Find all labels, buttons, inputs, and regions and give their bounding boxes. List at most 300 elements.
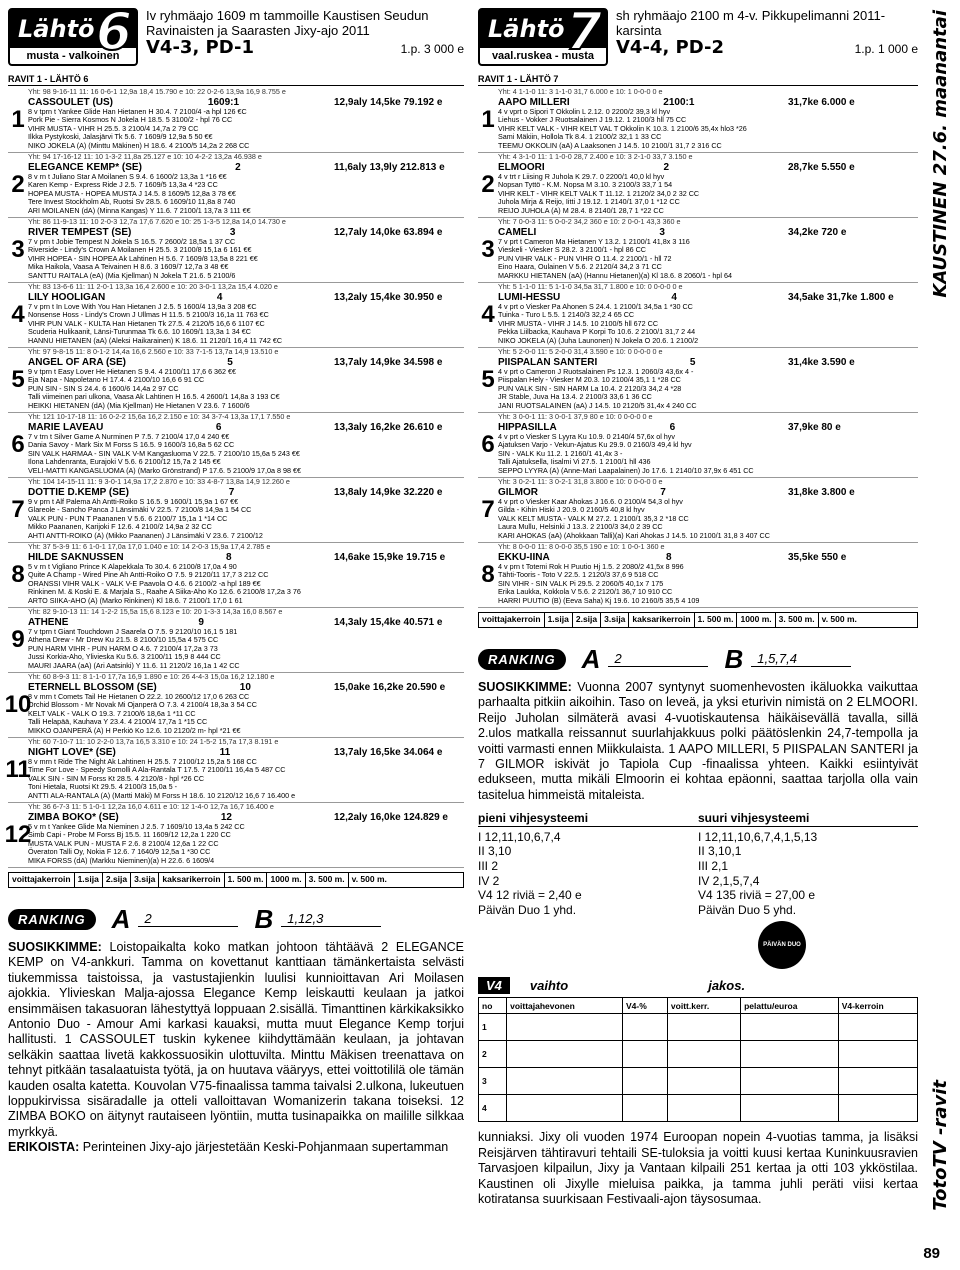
horse-detail-line: Ilkka Pystykoski, Jalasjärvi Tk 5.6. 7 1609/9 12,9a 5 50 €€ <box>28 132 213 142</box>
result-column: voittajakerroin <box>9 873 75 887</box>
horse-detail-line: NIKO JOKELA (A) (Juha Launonen) N Jokela O 20.6. 1 2100/2 <box>498 335 699 345</box>
horse-name: ATHENE <box>28 616 69 628</box>
horse-name: AAPO MILLERI <box>498 96 570 108</box>
result-column: 1000 m. <box>737 613 775 627</box>
system-line: I 12,11,10,6,7,4 <box>478 829 561 844</box>
race-subtitle: RAVIT 1 - LÄHTÖ 6 <box>8 74 464 86</box>
horse-detail-line: VIHR MUSTA - VIHR H 25.5. 3 2100/4 14,7a 2 79 CC <box>28 123 199 133</box>
horse-start-slot: 10 <box>239 681 251 693</box>
v4-column-header: V4-kerroin <box>838 998 917 1014</box>
v4-row-number: 2 <box>479 1041 507 1068</box>
horse-detail-line: Talli viimeinen pari ulkona, Vaasa Ak Lahtinen H 16.5. 4 2600/1 14,8a 3 193 C€ <box>28 392 280 402</box>
horse-name: ELMOORI <box>498 161 545 173</box>
ranking-label: RANKING <box>8 909 96 930</box>
horse-name: HIPPASILLA <box>498 421 557 433</box>
horse-detail-line: HANNU HIETANEN (aA) (Aleksi Haikarainen) K 18.6. 11 2120/1 16,4 11 742 €C <box>28 335 283 345</box>
horse-detail-line: 4 v vprt o Sipori T Okkolin L 2.12. 0 2200/2 39,3 kl hyv <box>498 106 671 116</box>
horse-entry <box>478 348 918 413</box>
horse-detail-line: 5 v rn t Yankee Glide Ma Nieminen J 2.5. 7 1609/10 13,4a 5 242 CC <box>28 821 245 831</box>
v4-cell <box>507 1014 623 1041</box>
start-number: 8 <box>481 560 495 588</box>
horse-start-slot: 8 <box>666 551 672 563</box>
result-column: 2.sija <box>103 873 131 887</box>
horse-entry <box>8 153 464 218</box>
horse-detail-line: Liehus - Vokker J Ruotsalainen J 19.12. 1 2100/3 hll 75 CC <box>498 115 687 125</box>
result-column: 1.sija <box>545 613 573 627</box>
v4-column-header: V4-% <box>623 998 668 1014</box>
small-system <box>478 811 698 969</box>
horse-detail-line: SIN - VALK Ku 11.2. 1 2160/1 41,4x 3 - <box>498 448 623 458</box>
horse-detail-line: Juhola Mirja & Reijo, Iitti J 19.12. 1 2140/1 37,0 1 *12 CC <box>498 197 680 207</box>
start-number: 5 <box>11 365 25 393</box>
horse-name-row <box>498 227 918 238</box>
horse-detail-line: 7 v trn t Silver Game A Nurminen P 7.5. 7 2100/4 17,0 4 240 €€ <box>28 431 230 441</box>
horse-detail-line: 7 v prn t In Love With You Han Hietanen J 2.5. 5 1600/4 13,9a 3 208 €C <box>28 301 257 311</box>
horse-records: 13,3aly 16,2ke 26.610 e <box>334 421 443 433</box>
v4-row <box>479 1068 918 1095</box>
horse-detail-line: NIKO JOKELA (A) (Minttu Mäkinen) H 18.6. 4 2100/5 14,2a 2 268 CC <box>28 140 250 150</box>
horse-detail-line: SIN VALK HARMAA - SIN VALK V-M Kangasluoma V 22.5. 7 2100/10 15,6a 5 243 €€ <box>28 448 300 458</box>
horse-detail-line: Glareole - Sancho Panca J Länsimäki V 22.5. 7 2100/8 14,9a 1 54 CC <box>28 505 252 515</box>
horse-name-row <box>498 97 918 108</box>
horse-name-row <box>28 227 464 238</box>
race-class: V4-3, PD-1 <box>146 37 255 58</box>
result-column: 3.sija <box>131 873 159 887</box>
start-number: 7 <box>481 495 495 523</box>
horse-records: 34,2ke 720 e <box>788 226 847 238</box>
horse-entry <box>8 478 464 543</box>
horse-detail-line: 4 v prn t Totemi Rok H Puutio Hj 1.5. 2 2080/2 41,5x 8 996 <box>498 561 684 571</box>
horse-entry <box>4 672 464 738</box>
horse-detail-line: Time For Love - Speedy Somolli A Ala-Rantala T 17.5. 7 2100/11 16,4a 5 487 CC <box>28 765 286 775</box>
horse-detail-line: SANTTU RAITALA (eA) (Mia Kjellman) N Jokela T 21.6. 5 2100/6 <box>28 270 236 280</box>
horse-detail-line: Jussi Korkia-Aho, Ylivieska Ku 5.6. 3 2100/11 15,9 8 444 CC <box>28 652 221 662</box>
race-colour: vaal.ruskea - musta <box>491 50 595 62</box>
horse-detail-line: Tuinka - Turo L 5.5. 1 2140/3 32,2 4 65 CC <box>498 310 635 320</box>
horse-name-row <box>28 292 464 303</box>
start-number: 3 <box>11 235 25 263</box>
horse-entry <box>8 88 464 153</box>
race-subtitle: RAVIT 1 - LÄHTÖ 7 <box>478 74 918 86</box>
horse-detail-line: ANTTI ALA-RANTALA (A) (Martti Mäki) M Forss H 18.6. 10 2120/12 16,6 7 16.400 e <box>28 790 296 800</box>
v4-row <box>479 1095 918 1122</box>
horse-detail-line: 5 v rn t Vigliano Prince K Alapekkala To 30.4. 6 2100/8 17,0a 4 90 <box>28 561 237 571</box>
horse-records: 12,2aly 16,0ke 124.829 e <box>334 811 448 823</box>
v4-cell <box>667 1014 740 1041</box>
horse-detail-line: KARI AHOKAS (aA) (Ahokkaan Talli)(a) Kari Ahokas J 14.5. 10 2100/1 31,8 3 407 CC <box>498 530 770 540</box>
erikoista-lead: ERIKOISTA: <box>8 1140 80 1155</box>
race-logo <box>8 2 138 66</box>
large-system <box>698 811 918 969</box>
summary <box>8 940 464 1156</box>
horse-name: RIVER TEMPEST (SE) <box>28 226 132 238</box>
start-number: 2 <box>481 170 495 198</box>
rank-b-value: 1,5,7,4 <box>751 651 851 667</box>
horse-name: CASSOULET (US) <box>28 96 113 108</box>
summary <box>478 680 918 803</box>
horse-name-row <box>28 422 464 433</box>
horse-name-row <box>28 812 464 823</box>
horse-detail-line: 8 v mrn t Ride The Night Ak Lahtinen H 25.5. 7 2100/12 15,2a 5 168 CC <box>28 756 257 766</box>
horse-name: GILMOR <box>498 486 538 498</box>
horse-detail-line: ARTO SIIKA-AHO (A) (Marko Rinkinen) Kl 18.6. 7 2100/1 17,0 1 61 <box>28 595 243 605</box>
horse-records: 34,5ake 31,7ke 1.800 e <box>787 291 894 303</box>
start-number: 7 <box>11 495 25 523</box>
horse-stats: Yht: 3 0-2-1 11: 3 0-2-1 31,8 3.800 e 10: 0 0-0-0 0 e <box>498 477 663 486</box>
horse-entry <box>8 218 464 283</box>
horse-detail-line: 7 v prn t Jobie Tempest N Jokela S 16.5. 7 2600/2 18,5a 1 37 CC <box>28 236 236 246</box>
horse-name: ANGEL OF ARA (SE) <box>28 356 126 368</box>
horse-entry <box>478 478 918 543</box>
horse-entry <box>8 413 464 478</box>
horse-detail-line: Karen Kemp - Express Ride J 2.5. 7 1609/5 13,3a 4 *23 CC <box>28 180 218 190</box>
horse-stats: Yht: 98 9-16-11 11: 16 0-6-1 12,9a 18,4 15.790 e 10: 22 0-2-6 13,9a 16,9 8.755 e <box>28 87 286 96</box>
horse-stats: Yht: 4 1-1-0 11: 3 1-1-0 31,7 6.000 e 10: 1 0-0-0 0 e <box>498 87 663 96</box>
horse-name: ZIMBA BOKO* (SE) <box>28 811 119 823</box>
result-column: 1. 500 m. <box>695 613 738 627</box>
horse-entry <box>8 283 464 348</box>
v4-cell <box>507 1068 623 1095</box>
ranking-label: RANKING <box>478 649 566 670</box>
horse-stats: Yht: 82 9-10-13 11: 14 1-2-2 15,5a 15,6 8.123 e 10: 20 1-3-3 14,3a 16,0 8.567 e <box>28 607 283 616</box>
side-banner-text: TotoTV -ravit <box>930 1080 951 1211</box>
v4-cell <box>741 1014 839 1041</box>
horse-detail-line: Quite A Champ - Wired Pine Ah Antti-Roiko O 7.5. 9 2120/11 17,7 3 212 CC <box>28 570 269 580</box>
erikoista-text: Perinteinen Jixy-ajo järjestetään Keski-Pohjanmaan supertamman <box>82 1140 449 1155</box>
race-7-column <box>478 2 918 1207</box>
rank-a-label: A <box>111 903 131 934</box>
start-number: 10 <box>4 690 32 718</box>
horse-stats: Yht: 121 10-17-18 11: 16 0-2-2 15,6a 16,2 2.150 e 10: 34 3-7-4 13,3a 17,1 7.550 e <box>28 412 291 421</box>
start-number: 9 <box>11 625 25 653</box>
horse-entry <box>478 543 918 608</box>
horse-detail-line: Vieskeli - Viesker S 28.2. 3 2100/1 - hpl 86 CC <box>498 245 646 255</box>
ranking <box>8 903 464 934</box>
horse-stats: Yht: 60 8-9-3 11: 8 1-1-0 17,7a 16,9 1.890 e 10: 26 4-4-3 15,0a 16,2 12.180 e <box>28 672 275 681</box>
start-number: 6 <box>11 430 25 458</box>
system-line: II 3,10,1 <box>698 844 742 859</box>
horse-name-row <box>28 617 464 628</box>
horse-name: MARIE LAVEAU <box>28 421 104 433</box>
race-class: V4-4, PD-2 <box>616 37 725 58</box>
horse-name: LILY HOOLIGAN <box>28 291 106 303</box>
v4-cell <box>838 1095 917 1122</box>
start-number: 2 <box>11 170 25 198</box>
horse-stats: Yht: 104 14-15-11 11: 9 3-0-1 14,9a 17,2 2.870 e 10: 33 4-8-7 13,8a 14,9 12.260 e <box>28 477 290 486</box>
horse-detail-line: 4 v prt o Cameron J Ruotsalainen Ps 12.3. 1 2060/3 43,6x 4 - <box>498 366 694 376</box>
v4-cell <box>741 1068 839 1095</box>
horse-name-row <box>498 422 918 433</box>
horse-records: 12,9aly 14,5ke 79.192 e <box>333 96 443 108</box>
system-line: IV 2 <box>478 873 500 888</box>
horse-name-row <box>28 162 464 173</box>
horse-detail-line: REIJO JUHOLA (A) M 28.4. 8 2140/1 28,7 1 *22 CC <box>498 205 664 215</box>
v4-cell <box>741 1041 839 1068</box>
race-logo <box>478 2 608 66</box>
horse-entry <box>478 218 918 283</box>
horse-detail-line: Simb Capi - Probe M Forss Bj 15.5. 11 1609/12 12,2a 1 220 CC <box>28 830 231 840</box>
result-column: voittajakerroin <box>479 613 545 627</box>
horse-entry <box>8 543 464 608</box>
horse-detail-line: Rinkinen M. & Koski E. & Marjala S., Raahe A Siika-Aho Ko 12.6. 6 2100/8 17,2a 3 76 <box>28 587 301 597</box>
start-number: 1 <box>11 105 25 133</box>
horse-detail-line: MAURI JAARA (aA) (Ari Aatsinki) Y 11.6. 11 2120/2 16,1a 1 42 CC <box>28 660 240 670</box>
horse-start-slot: 8 <box>226 551 232 563</box>
horse-detail-line: JANI RUOTSALAINEN (aA) J 14.5. 10 2120/5 31,4x 4 240 CC <box>498 400 697 410</box>
horse-detail-line: PUN VALK SIN - SIN HARM La 10.4. 2 2120/3 34,2 4 *28 <box>498 383 682 393</box>
horse-name: ETERNELL BLOSSOM (SE) <box>28 681 157 693</box>
v4-table-block <box>478 977 918 1122</box>
v4-column-header: voittajahevonen <box>507 998 623 1014</box>
horse-name-row <box>28 682 464 693</box>
horse-detail-line: MIKA FORSS (dA) (Markku Nieminen)(a) H 22.6. 6 1609/4 <box>28 855 215 865</box>
horse-detail-line: Dania Savoy - Mark Six M Forss S 16.5. 9 1600/3 16,8a 5 62 CC <box>28 440 235 450</box>
horse-records: 35,5ke 550 e <box>787 551 847 563</box>
horse-name: PIISPALAN SANTERI <box>498 356 598 368</box>
start-number: 5 <box>481 365 495 393</box>
horse-name-row <box>28 357 464 368</box>
result-column: 1.sija <box>75 873 103 887</box>
system-line: III 2 <box>478 859 499 874</box>
side-banner-text: KAUSTINEN 27.6. maanantai <box>930 10 951 298</box>
horse-entry <box>478 283 918 348</box>
v4-cell <box>838 1068 917 1095</box>
horse-detail-line: Pork Pie - Sierra Kosmos N Jokela H 18.5. 5 3100/2 - hpl 76 CC <box>28 115 233 125</box>
start-number: 4 <box>481 300 495 328</box>
horse-detail-line: VIHR KELT - VIHR KELT VALK T 11.12. 1 2120/2 34,0 2 32 CC <box>498 188 700 198</box>
horse-detail-line: Ilona Lahdenranta, Eurajoki V 5.6. 6 2100/12 15,7a 2 145 €€ <box>28 457 221 467</box>
horse-detail-line: 4 v trt r Liising R Juhola K 29.7. 0 2200/1 40,0 kl hyv <box>498 171 665 181</box>
horse-detail-line: Nonsense Hoss - Lindy's Crown J Ullmas H 11.5. 5 2100/3 16,1a 11 763 €C <box>28 310 269 320</box>
horse-start-slot: 5 <box>227 356 233 368</box>
rank-b-label: B <box>724 643 744 674</box>
v4-cell <box>623 1068 668 1095</box>
horse-records: 37,9ke 80 e <box>788 421 841 433</box>
horse-detail-line: Riverside - Lindy's Crown A Moilanen H 25.5. 3 2100/8 15,1a 6 161 €€ <box>28 245 252 255</box>
v4-cell <box>838 1041 917 1068</box>
horse-detail-line: 7 v tprn t Giant Touchdown J Saarela O 7.5. 9 2120/10 16,1 5 181 <box>28 626 238 636</box>
horse-name: CAMELI <box>498 226 537 238</box>
horse-entry <box>478 413 918 478</box>
horse-detail-line: ARI MOILANEN (dA) (Minna Kangas) Y 11.6. 7 2100/1 13,7a 3 111 €€ <box>28 205 251 215</box>
horse-detail-line: TEEMU OKKOLIN (aA) A Laaksonen J 14.5. 10 2100/1 31,7 2 316 CC <box>498 140 722 150</box>
horse-start-slot: 3 <box>659 226 665 238</box>
v4-cell <box>623 1041 668 1068</box>
horse-stats: Yht: 5 1-1-0 11: 5 1-1-0 34,5a 31,7 1.800 e 10: 0 0-0-0 0 e <box>498 282 683 291</box>
horse-detail-line: AHTI ANTTI-ROIKO (A) (Mikko Paananen) J Länsimäki V 23.6. 7 2100/12 <box>28 530 263 540</box>
horse-detail-line: HOPEA MUSTA - HOPEA MUSTA J 14.5. 8 1609/5 12,8a 3 78 €€ <box>28 188 236 198</box>
system-line: Päivän Duo 1 yhd. <box>478 902 577 917</box>
horse-name-row <box>498 162 918 173</box>
horse-name-row <box>498 292 918 303</box>
race-colour: musta - valkoinen <box>26 50 120 62</box>
horse-detail-line: VALK PUN - PUN T Paananen V 5.6. 6 2100/7 15,1a 1 *14 CC <box>28 513 228 523</box>
horse-detail-line: PUN VIHR VALK - PUN VIHR O 11.4. 2 2100/1 - hll 72 <box>498 253 672 263</box>
v4-cell <box>741 1095 839 1122</box>
horse-stats: Yht: 86 11-9-13 11: 10 2-0-3 12,7a 17,6 7.620 e 10: 25 1-3-5 12,8a 14,0 14.730 e <box>28 217 286 226</box>
horse-detail-line: 8 v mrn t Comets Tail He Hietanen O 22.2. 10 2600/12 17,0 6 263 CC <box>28 691 250 701</box>
result-column: 3. 500 m. <box>776 613 819 627</box>
result-column: 1. 500 m. <box>225 873 268 887</box>
horse-detail-line: VIHR KELT VALK - VIHR KELT VAL T Okkolin K 10.3. 1 2100/6 35,4x hlo3 *26 <box>498 123 747 133</box>
horse-detail-line: HARRI PUUTIO (B) (Eeva Saha) Kj 19.6. 10 2160/5 35,5 4 109 <box>498 595 700 605</box>
result-column: 1000 m. <box>267 873 305 887</box>
v4-cell <box>507 1095 623 1122</box>
tip-systems <box>478 811 918 969</box>
horse-detail-line: Orchid Blossom - Mr Novak Mi Ojanperä O 7.3. 4 2100/4 18,3a 3 54 CC <box>28 700 257 710</box>
v4-row <box>479 1014 918 1041</box>
horse-detail-line: Mika Haikola, Vaasa A Teivainen H 8.6. 3 1609/7 12,7a 3 48 €€ <box>28 262 229 272</box>
v4-row-number: 1 <box>479 1014 507 1041</box>
horse-start-slot: 9 <box>198 616 204 628</box>
horse-stats: Yht: 4 3-1-0 11: 1 1-0-0 28,7 2.400 e 10: 3 2-1-0 33,7 3.150 e <box>498 152 693 161</box>
horse-detail-line: Eja Napa - Napoletano H 17.4. 4 2100/10 16,6 6 91 CC <box>28 375 205 385</box>
horse-detail-line: Laura Mullu, Helsinki J 13.3. 2 2100/3 34,0 2 39 CC <box>498 522 663 532</box>
horse-records: 28,7ke 5.550 e <box>787 161 855 173</box>
horse-name-row <box>28 747 464 758</box>
horse-detail-line: ORANSSI VIHR VALK - VALK V-E Paavola O 4.6. 6 2100/2 -a hpl 189 €€ <box>28 578 261 588</box>
horse-start-slot: 2 <box>235 161 241 173</box>
horse-entry <box>478 153 918 218</box>
horse-detail-line: Nopsan Tyttö - K.M. Nopsa M 3.10. 3 2100/3 33,7 1 54 <box>498 180 673 190</box>
horse-stats: Yht: 5 2-0-0 11: 5 2-0-0 31,4 3.590 e 10: 0 0-0-0 0 e <box>498 347 663 356</box>
v4-cell <box>667 1095 740 1122</box>
rank-a-label: A <box>581 643 601 674</box>
horse-detail-line: Ajatuksen Varjo - Vekun-Ajatus Ku 29.9. 0 2160/3 49,4 kl hyv <box>498 440 692 450</box>
horse-detail-line: VIHR HOPEA - SIN HOPEA Ak Lahtinen H 5.6. 7 1609/8 13,5a 8 221 €€ <box>28 253 258 263</box>
horse-detail-line: Erika Laukka, Kokkola V 5.6. 2 2120/1 36,7 10 910 CC <box>498 587 673 597</box>
horse-name: HILDE SAKNUSSEN <box>28 551 124 563</box>
horse-stats: Yht: 37 5-3-9 11: 6 1-0-1 17,0a 17,0 1.040 e 10: 14 2-0-3 15,9a 17,4 2.785 e <box>28 542 271 551</box>
system-line: IV 2,1,5,7,4 <box>698 873 760 888</box>
horse-detail-line: Athena Drew - Mr Drew Ku 21.5. 8 2100/10 15,5a 4 575 CC <box>28 635 219 645</box>
horse-detail-line: 4 v prt o Viesker Kaar Ahokas J 16.6. 0 2100/4 54,3 ol hyv <box>498 496 683 506</box>
race-number: 6 <box>95 2 132 62</box>
horse-stats: Yht: 97 9-8-15 11: 8 0-1-2 14,4a 16,6 2.560 e 10: 33 7-1-5 13,7a 14,9 13.510 e <box>28 347 279 356</box>
rank-a-value: 2 <box>608 651 708 667</box>
horse-records: 31,7ke 6.000 e <box>788 96 855 108</box>
result-column: kaksarikerroin <box>629 613 694 627</box>
result-column: 3. 500 m. <box>306 873 349 887</box>
horse-start-slot: 5 <box>689 356 696 368</box>
horse-detail-line: PUN HARM VIHR - PUN HARM O 4.6. 7 2100/4 17,2a 3 73 <box>28 643 218 653</box>
horse-detail-line: KELT VALK - VALK O 19.3. 7 2100/6 18,6a 1 *11 CC <box>28 708 196 718</box>
horse-detail-line: Talli Ajatuksella, Iisalmi Vi 27.5. 1 2100/1 hll 436 <box>498 457 651 467</box>
horse-start-slot: 12 <box>220 811 232 823</box>
small-system-title: pieni vihjesysteemi <box>478 811 698 827</box>
horse-entry <box>478 88 918 153</box>
horse-detail-line: Scuderia Hulikaanit, Länsi-Turunmaa Tk 6.6. 10 1609/1 13,3a 1 34 €C <box>28 327 251 337</box>
horse-detail-line: Toni Hietala, Ruotsi Kt 29.5. 4 2100/3 15,0a 5 - <box>28 782 178 792</box>
v4-column-header: no <box>479 998 507 1014</box>
horse-detail-line: 7 v prt t Cameron Ma Hietanen Y 13.2. 1 2100/1 41,8x 3 116 <box>498 236 690 246</box>
v4-row-number: 4 <box>479 1095 507 1122</box>
v4-vaihto: vaihto <box>529 978 569 994</box>
horse-detail-line: Piispalan Hely - Viesker M 20.3. 10 2100/4 35,1 1 *28 CC <box>498 375 681 385</box>
summary-text: Vuonna 2007 syntynyt suomenhevosten ikäluokka vaikuttaa parhaalta pitkiin aikoihin. Taso on leveä, ja yksi eturivin nimistä on 2 ELMOORI. Reijo Juholan silmäterä avasi 4-vuotiskautensa häikäisevällä tavalla, sillä 2.ulos matkalla reissannut suurlahjakkuus polki päätöslenkin 24,7-tempolla ja voitti varmasti ennen Miikkulaista. 1 AAPO MILLERI, 5 PIISPALAN SANTERI ja 7 GILMOR iskivät jo Tapiola Cup -finaalissa yhteen. Kaikki esiintyivät edukseen, mutta mikäli Elmoorin ei kohtaa epäonni, saattaa tarjolla olla vain tasitelua himmeistä mitaleista. <box>478 680 918 802</box>
system-line: I 12,11,10,6,7,4,1,5,13 <box>698 829 818 844</box>
horse-records: 13,7aly 14,9ke 34.598 e <box>334 356 443 368</box>
horse-entry <box>8 608 464 673</box>
horse-records: 31,8ke 3.800 e <box>788 486 855 498</box>
horse-name: NIGHT LOVE* (SE) <box>28 746 116 758</box>
v4-jakos: jakos. <box>708 978 746 994</box>
horse-detail-line: MIKKO OJANPERÄ (A) H Perkiö Ko 12.6. 10 2120/2 m- hpl *21 €€ <box>28 725 241 735</box>
horse-stats: Yht: 3 0-0-1 11: 3 0-0-1 37,9 80 e 10: 0 0-0-0 0 e <box>498 412 653 421</box>
horse-records: 13,7aly 16,5ke 34.064 e <box>334 746 443 758</box>
horse-start-slot: 11 <box>219 746 231 758</box>
horse-entry <box>5 737 464 803</box>
result-column: v. 500 m. <box>821 614 857 624</box>
horse-records: 15,0ake 16,2ke 20.590 e <box>334 681 446 693</box>
horse-detail-line: 4 v prt o Viesker S Lyyra Ku 10.9. 0 2140/4 57,6x ol hyv <box>498 431 675 441</box>
horse-name: EKKU-IINA <box>498 551 550 563</box>
horse-detail-line: Talli Helapää, Kauhava Y 23.4. 4 2100/4 17,7a 1 *15 CC <box>28 717 208 727</box>
horse-detail-line: MUSTA VALK PUN - MUSTA F 2.6. 8 2100/4 12,6a 1 22 CC <box>28 838 219 848</box>
v4-cell <box>667 1041 740 1068</box>
summary-lead: SUOSIKKIMME: <box>478 680 572 694</box>
horse-detail-line: 8 v tprn t Yankee Glide Han Hietanen H 30.4. 7 2100/4 -a hpl 126 €C <box>28 106 247 116</box>
start-number: 1 <box>481 105 495 133</box>
horse-detail-line: Eino Haara, Oulainen V 5.6. 2 2120/4 34,2 3 71 CC <box>498 262 662 272</box>
horse-detail-line: JR Stable, Juva Ha 13.4. 2 2100/3 33,6 1 36 CC <box>498 392 652 402</box>
horse-detail-line: Mikko Paananen, Karijoki F 12.6. 4 2100/2 14,9a 2 32 CC <box>28 522 212 532</box>
result-column: 2.sija <box>573 613 601 627</box>
result-bar <box>478 612 918 628</box>
summary-lead: SUOSIKKIMME: <box>8 940 102 954</box>
horse-name-row <box>28 487 464 498</box>
v4-cell <box>667 1068 740 1095</box>
paivan-duo-badge: PÄIVÄN DUO <box>758 921 806 969</box>
v4-cell <box>838 1014 917 1041</box>
v4-badge: V4 <box>478 977 510 994</box>
system-line: V4 12 riviä = 2,40 e <box>478 888 582 903</box>
horse-start-slot: 2100:1 <box>663 96 695 108</box>
start-number: 6 <box>481 430 495 458</box>
side-banner-top <box>930 10 958 300</box>
horse-list <box>4 87 464 868</box>
horse-records: 12,7aly 14,0ke 63.894 e <box>333 226 443 238</box>
system-line: V4 135 riviä = 27,00 e <box>698 888 816 903</box>
horse-records: 13,2aly 15,4ke 30.950 e <box>333 291 443 303</box>
race-purse: 1.p. 1 000 e <box>854 42 918 56</box>
horse-detail-line: VALK KELT MUSTA - VALK M 27.2. 1 2100/1 35,3 2 *18 CC <box>498 513 689 523</box>
horse-detail-line: 9 v tprn t Easy Lover He Hietanen S 9.4. 4 2100/11 17,6 6 362 €€ <box>28 366 237 376</box>
horse-start-slot: 1609:1 <box>207 96 240 108</box>
horse-stats: Yht: 8 0-0-0 11: 8 0-0-0 35,5 190 e 10: 1 0-0-1 360 e <box>498 542 665 551</box>
v4-column-header: voitt.kerr. <box>667 998 740 1014</box>
horse-detail-line: Gilda - Kihin Hiski J 20.9. 0 2160/5 40,8 kl hyv <box>498 505 645 515</box>
v4-cell <box>623 1014 668 1041</box>
horse-detail-line: VIHR PUN VALK - KULTA Han Hietanen Tk 27.5. 4 2120/5 16,6 6 1107 €C <box>28 318 265 328</box>
race-title: sh ryhmäajo 2100 m 4-v. Pikkupelimanni 2011-karsinta <box>616 8 886 38</box>
horse-start-slot: 4 <box>671 291 677 303</box>
horse-name-row <box>498 357 918 368</box>
horse-name-row <box>498 487 918 498</box>
horse-detail-line: HEIKKI HIETANEN (dA) (Mia Kjellman) He Hietanen V 23.6. 7 1600/6 <box>28 400 250 410</box>
closing-text: kunniaksi. Jixy oli vuoden 1974 Euroopan nopein 4-vuotias tamma, ja lisäksi Reisjärven tähtiravuri tehtaili SE-tuloksia ja voitti kuusi kertaa Kuninkuusravien Tarvasjoen kilpailun, Jixy ja Vantaan kilpaili 251 kertaa ja otti 103 ykköstilaa. Kaustinen oli Jixylle mieluisa paikka, ja tamma juhli peräti viisi kertaa kotiratansa suurkisaan Festivaali-ajon täysosumaa. <box>478 1130 918 1207</box>
horse-detail-line: VIHR MUSTA - VIHR J 14.5. 10 2100/5 hll 672 CC <box>498 318 659 328</box>
horse-records: 14,3aly 15,4ke 40.571 e <box>334 616 443 628</box>
horse-detail-line: VELI-MATTI KANGASLUOMA (A) (Marko Grönstrand) P 17.6. 5 2100/9 17,0a 8 98 €€ <box>28 465 301 475</box>
horse-name-row <box>498 552 918 563</box>
ranking <box>478 643 918 674</box>
horse-name-row <box>28 552 464 563</box>
large-system-title: suuri vihjesysteemi <box>698 811 918 827</box>
start-number: 4 <box>11 300 25 328</box>
v4-cell <box>507 1041 623 1068</box>
horse-detail-line: 9 v prn t Alf Palema Ah Antti-Roiko S 16.5. 9 1600/1 15,9a 1 67 €€ <box>28 496 239 506</box>
